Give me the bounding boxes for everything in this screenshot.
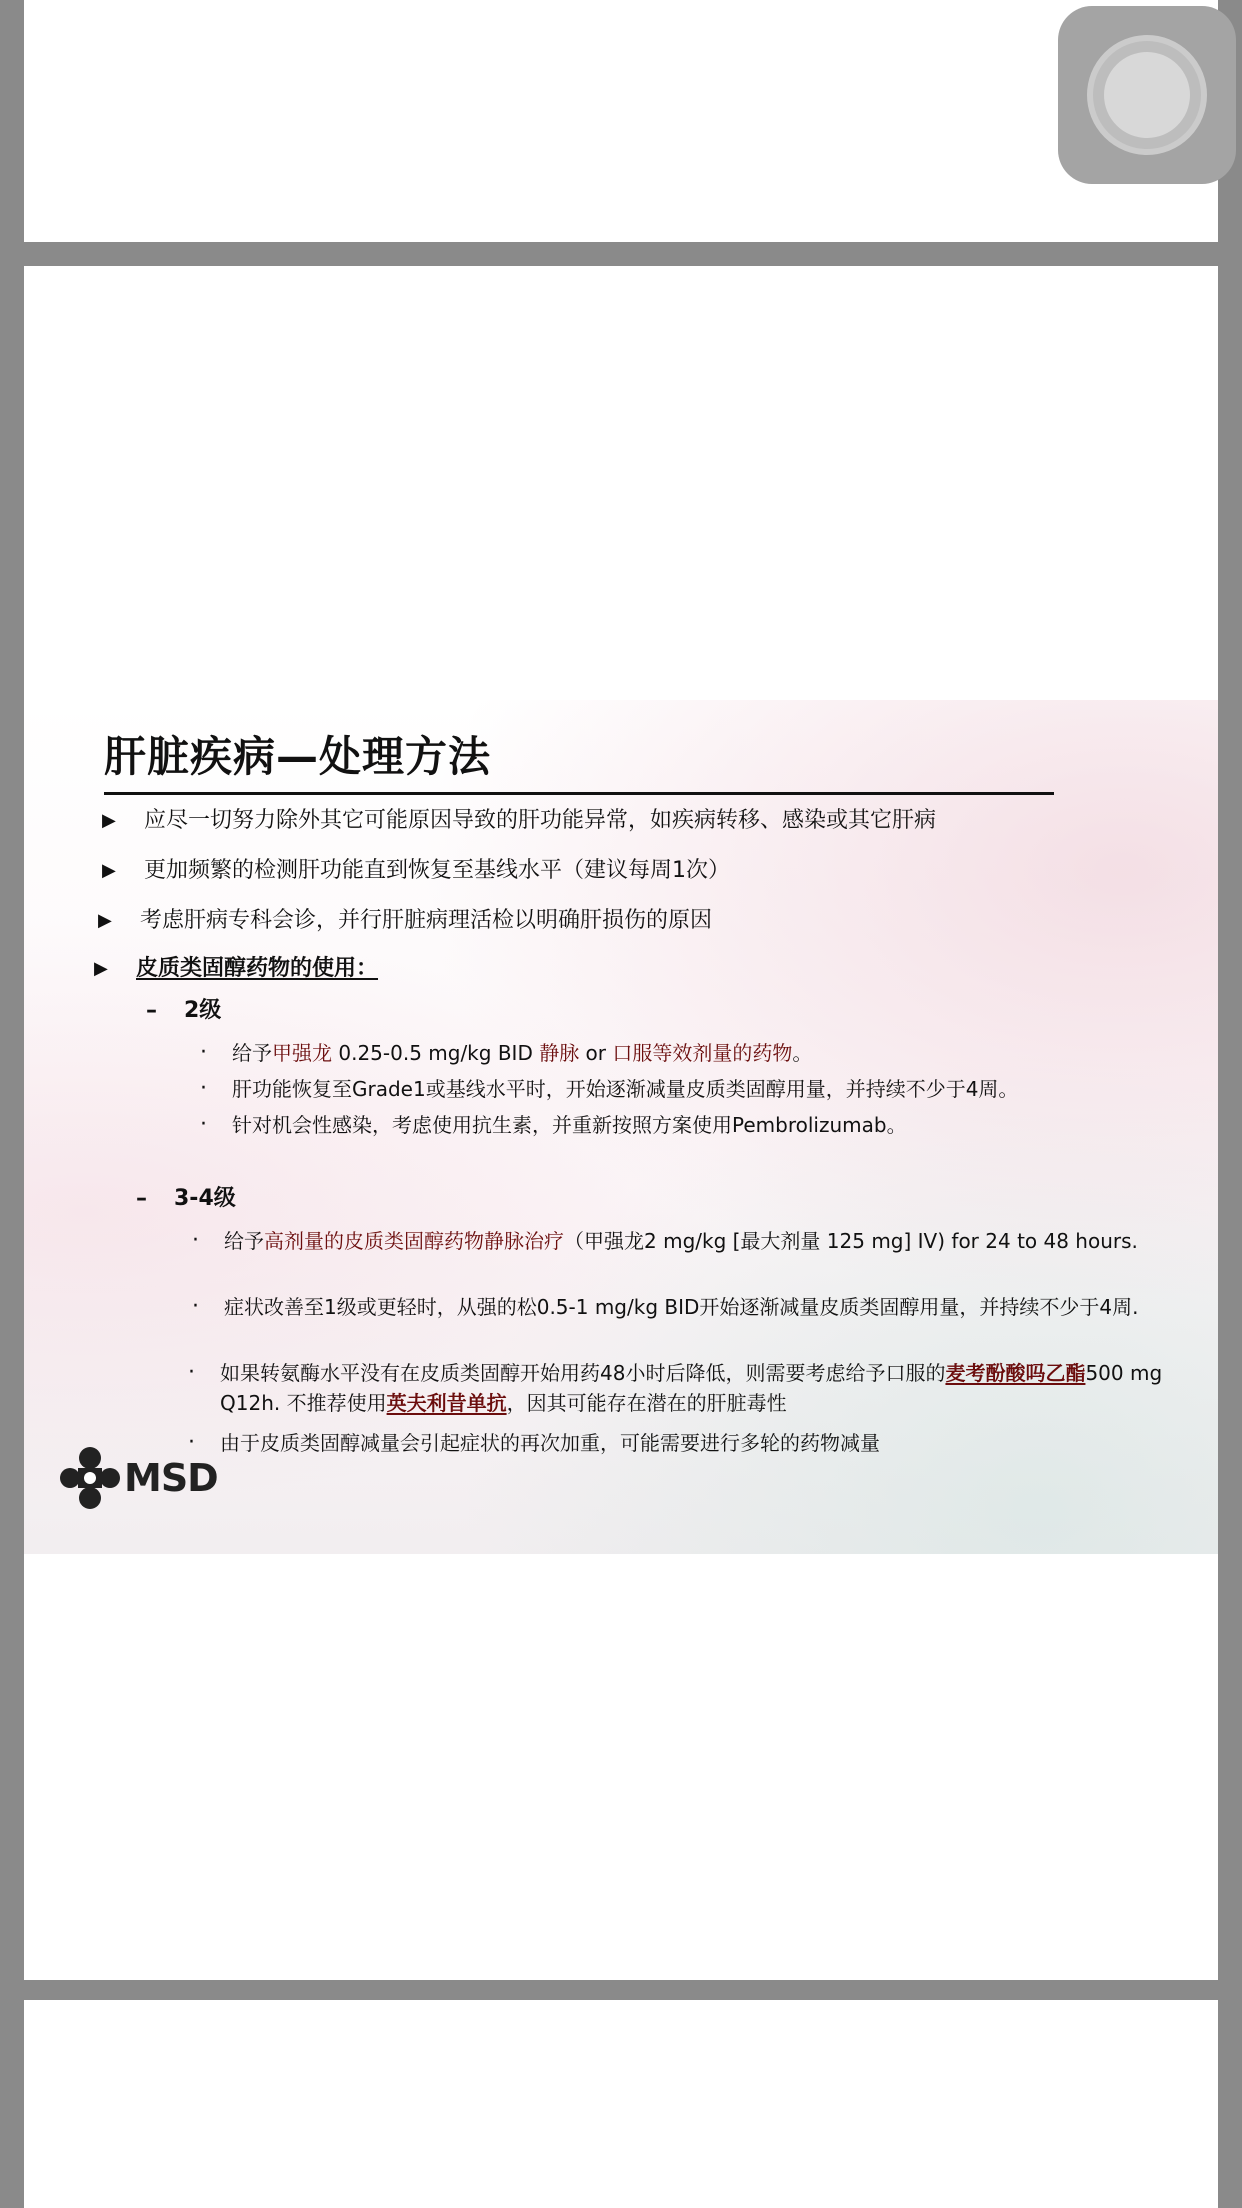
bullet-item: 考虑肝病专科会诊，并行肝脏病理活检以明确肝损伤的原因 bbox=[140, 908, 713, 933]
steroid-heading: 皮质类固醇药物的使用： bbox=[136, 956, 379, 981]
grade2-item: 肝功能恢复至Grade1或基线水平时，开始逐渐减量皮质类固醇用量，并持续不少于4周。 bbox=[232, 1077, 1019, 1101]
grade2-label: 2级 bbox=[184, 998, 222, 1023]
bullet-item: 应尽一切努力除外其它可能原因导致的肝功能异常，如疾病转移、感染或其它肝病 bbox=[144, 808, 937, 833]
assistive-touch-core-icon bbox=[1104, 52, 1190, 138]
msd-logo bbox=[60, 1446, 250, 1514]
slide-title: 肝脏疾病—处理方法 bbox=[104, 732, 492, 781]
grade34-item: 症状改善至1级或更轻时，从强的松0.5-1 mg/kg BID开始逐渐减量皮质类固醇用量，并持续不少于4周. bbox=[224, 1295, 1139, 1319]
document-page-top bbox=[24, 0, 1218, 242]
grade34-item: 给予高剂量的皮质类固醇药物静脉治疗（甲强龙2 mg/kg [最大剂量 125 mg] IV) for 24 to 48 hours. bbox=[224, 1229, 1138, 1253]
grade2-item: 给予甲强龙 0.25-0.5 mg/kg BID 静脉 or 口服等效剂量的药物。 bbox=[232, 1041, 813, 1065]
dot-marker: · bbox=[200, 1112, 207, 1137]
document-page-bottom bbox=[24, 2000, 1218, 2208]
bullet-triangle-icon: ▶ bbox=[102, 860, 116, 881]
dot-marker: · bbox=[192, 1294, 199, 1319]
grade34-label: 3-4级 bbox=[174, 1186, 236, 1211]
dot-marker: · bbox=[188, 1360, 195, 1385]
dot-marker: · bbox=[200, 1076, 207, 1101]
bullet-triangle-icon: ▶ bbox=[98, 910, 112, 931]
grade34-item: 由于皮质类固醇减量会引起症状的再次加重，可能需要进行多轮的药物减量 bbox=[220, 1431, 880, 1455]
bullet-item: 更加频繁的检测肝功能直到恢复至基线水平（建议每周1次） bbox=[144, 858, 730, 883]
dot-marker: · bbox=[192, 1228, 199, 1253]
assistive-touch-button[interactable] bbox=[1058, 6, 1236, 184]
slide-image bbox=[24, 700, 1218, 1554]
msd-logo-icon bbox=[60, 1446, 120, 1510]
dash-marker: – bbox=[136, 1186, 147, 1211]
title-divider bbox=[104, 792, 1054, 795]
dot-marker: · bbox=[200, 1040, 207, 1065]
dash-marker: – bbox=[146, 998, 157, 1023]
grade34-item: 如果转氨酶水平没有在皮质类固醇开始用药48小时后降低，则需要考虑给予口服的麦考酚酸吗乙酯500 mg Q12h. 不推荐使用英夫利昔单抗，因其可能存在潜在的肝脏毒性 bbox=[220, 1361, 1163, 1415]
grade2-item: 针对机会性感染，考虑使用抗生素，并重新按照方案使用Pembrolizumab。 bbox=[232, 1113, 907, 1137]
bullet-triangle-icon: ▶ bbox=[102, 810, 116, 831]
bullet-triangle-icon: ▶ bbox=[94, 958, 108, 979]
logo-text: MSD bbox=[124, 1456, 218, 1500]
dot-marker: · bbox=[188, 1430, 195, 1455]
